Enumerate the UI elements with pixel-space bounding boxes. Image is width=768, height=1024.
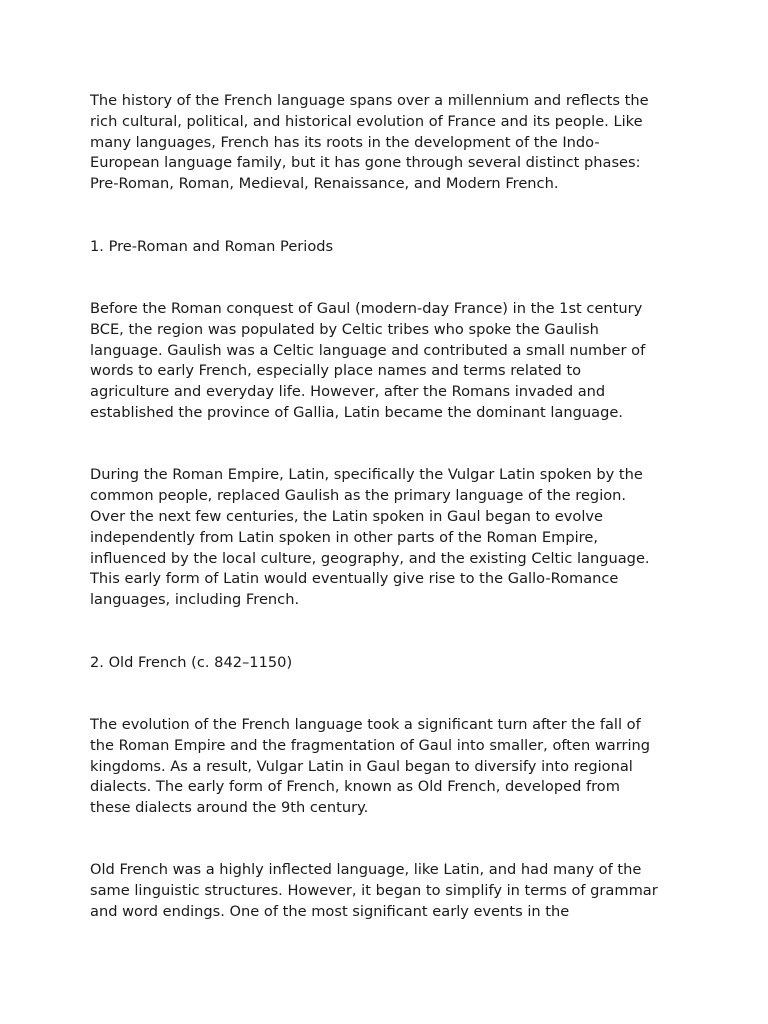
- section-heading: 2. Old French (c. 842–1150): [90, 653, 293, 671]
- body-paragraph: Old French was a highly inflected language, like Latin, and had many of the same linguistic structures. However, it began to simplify in terms of grammar and word endings. One of the most significant early events in the: [90, 861, 658, 921]
- section-heading: 1. Pre-Roman and Roman Periods: [90, 237, 334, 255]
- intro-paragraph: The history of the French language spans over a millennium and reflects the rich cultural, political, and historical evolution of France and its people. Like many languages, French has its roots in the development of the Indo- European language family, but it has gone through several distinct phases: Pre-Roman, Roman, Medieval, Renaissance, and Modern French.: [90, 92, 649, 193]
- body-paragraph: During the Roman Empire, Latin, specifically the Vulgar Latin spoken by the common people, replaced Gaulish as the primary language of the region. Over the next few centuries, the Latin spoken in Gaul began to evolve independently from Latin spoken in other parts of the Roman Empire, influenced by the local culture, geography, and the existing Celtic language. This early form of Latin would eventually give rise to the Gallo-Romance languages, including French.: [90, 466, 650, 609]
- body-paragraph: Before the Roman conquest of Gaul (modern-day France) in the 1st century BCE, the region was populated by Celtic tribes who spoke the Gaulish language. Gaulish was a Celtic language and contributed a small number of words to early French, especially place names and terms related to agriculture and everyday life. However, after the Romans invaded and established the province of Gallia, Latin became the dominant language.: [90, 299, 646, 421]
- body-paragraph: The evolution of the French language took a significant turn after the fall of the Roman Empire and the fragmentation of Gaul into smaller, often warring kingdoms. As a result, Vulgar Latin in Gaul began to diversify into regional dialects. The early form of French, known as Old French, developed from these dialects around the 9th century.: [90, 715, 651, 817]
- document-body: [90, 91, 690, 964]
